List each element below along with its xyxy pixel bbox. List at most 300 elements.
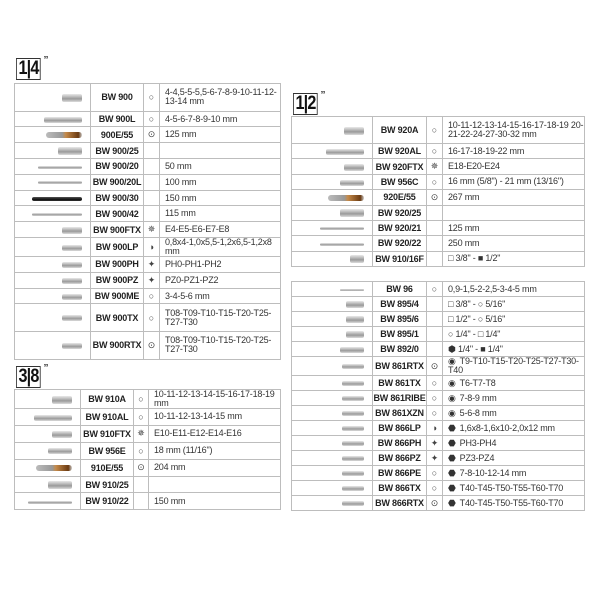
table-row [15, 143, 281, 159]
item-description: □ 3/8" - ■ 1/2" [443, 251, 585, 266]
table-row [15, 304, 281, 332]
bit-icon [342, 396, 364, 401]
drive-symbol-icon [427, 251, 443, 266]
tool-image-cell [292, 143, 373, 158]
item-description: PH0-PH1-PH2 [160, 257, 281, 273]
item-code: BW 910/22 [81, 493, 134, 510]
tool-image-cell [292, 357, 373, 376]
table-row [292, 466, 585, 481]
item-description: ○ 1/4" - □ 1/4" [443, 327, 585, 342]
table-row [15, 190, 281, 206]
item-sizes: T40-T45-T50-T55-T60-T70 [459, 497, 564, 508]
item-description [443, 357, 585, 376]
ratchet-icon [328, 195, 364, 201]
long-socket-icon [326, 149, 364, 155]
inch-mark: ” [43, 363, 49, 374]
drive-symbol-icon: ✦ [144, 257, 160, 273]
bit-socket-icon [62, 315, 82, 321]
item-code: BW 866PH [373, 436, 427, 451]
drive-symbol-icon: ✦ [144, 272, 160, 288]
bit-shank-icon: ◉ [448, 392, 456, 403]
item-code: BW 866PZ [373, 451, 427, 466]
size-label-text: 3|8 [16, 366, 41, 388]
bit-shank-icon: ⬣ [448, 452, 456, 463]
item-description: 100 mm [160, 174, 281, 190]
torx-socket-icon [344, 164, 364, 171]
drive-symbol-icon: ○ [144, 304, 160, 332]
drive-symbol-icon [144, 159, 160, 175]
bit-socket-icon [62, 278, 82, 284]
tool-image-cell [292, 312, 373, 327]
tool-image-cell [15, 288, 91, 304]
universal-joint-icon [48, 481, 72, 489]
item-description: 250 mm [443, 236, 585, 251]
item-description: 4-5-6-7-8-9-10 mm [160, 111, 281, 127]
tool-image-cell [292, 159, 373, 174]
item-description [443, 451, 585, 466]
table-row [15, 459, 281, 476]
tool-image-cell [292, 117, 373, 144]
drive-symbol-icon [427, 220, 443, 235]
bit-holder-icon [340, 347, 364, 353]
item-sizes: PH3-PH4 [459, 437, 497, 448]
tool-image-cell [292, 342, 373, 357]
tool-image-cell [15, 476, 81, 493]
drive-symbol-icon [144, 143, 160, 159]
table-row [15, 390, 281, 409]
drive-symbol-icon: ○ [427, 466, 443, 481]
bit-shank-icon: ◉ [448, 377, 456, 388]
item-description [443, 376, 585, 391]
drive-symbol-icon: ✦ [427, 436, 443, 451]
item-code: BW 900LP [91, 238, 144, 257]
table-row [15, 222, 281, 238]
drive-symbol-icon: ○ [427, 481, 443, 496]
item-description: 0,9-1,5-2-2,5-3-4-5 mm [443, 282, 585, 297]
hex-key-icon [340, 289, 364, 291]
bits-accessories-table [291, 281, 585, 511]
tool-image-cell [292, 391, 373, 406]
item-sizes: 1,6x8-1,6x10-2,0x12 mm [459, 422, 555, 433]
table-row [15, 476, 281, 493]
item-description [160, 143, 281, 159]
table-row [292, 190, 585, 205]
socket-icon [52, 396, 72, 404]
tool-image-cell [292, 376, 373, 391]
bit-icon [342, 364, 364, 369]
drive-symbol-icon [144, 174, 160, 190]
table-row [292, 376, 585, 391]
item-code: BW 920/25 [373, 205, 427, 220]
t-handle-icon [32, 213, 82, 216]
drive-symbol-icon [144, 190, 160, 206]
tool-image-cell [15, 84, 91, 112]
item-code: BW 866PE [373, 466, 427, 481]
item-code: BW 866RTX [373, 496, 427, 511]
item-code: BW 866LP [373, 421, 427, 436]
tool-image-cell [15, 190, 91, 206]
bit-shank-icon: ⬣ [448, 422, 456, 433]
bit-icon [342, 411, 364, 416]
extension-bar-icon [320, 227, 364, 230]
item-code: BW 895/4 [373, 297, 427, 312]
bit-adaptor-icon [346, 331, 364, 338]
table-row [15, 127, 281, 143]
drive-symbol-icon: ○ [427, 174, 443, 189]
item-description [443, 436, 585, 451]
table-row [292, 282, 585, 297]
item-description [443, 406, 585, 421]
item-sizes: PZ3-PZ4 [459, 452, 495, 463]
ratchet-icon [36, 465, 72, 471]
drive-symbol-icon: ○ [427, 282, 443, 297]
torx-socket-icon [52, 431, 72, 438]
extension-bar-icon [320, 243, 364, 246]
tool-image-cell [292, 421, 373, 436]
tool-image-cell [15, 206, 91, 222]
table-row [292, 327, 585, 342]
tool-image-cell [15, 238, 91, 257]
item-code: BW 910FTX [81, 425, 134, 442]
drive-symbol-icon: ⊙ [144, 332, 160, 360]
spark-plug-socket-icon [340, 180, 364, 186]
bit-icon [342, 471, 364, 476]
bit-icon [342, 486, 364, 491]
item-code: BW 96 [373, 282, 427, 297]
quarter-inch-table [14, 83, 281, 360]
tool-image-cell [292, 436, 373, 451]
tool-image-cell [15, 304, 91, 332]
tool-image-cell [292, 251, 373, 266]
socket-icon [62, 94, 82, 102]
item-code: BW 895/1 [373, 327, 427, 342]
table-row [15, 84, 281, 112]
inch-mark: ” [43, 55, 49, 66]
bit-adaptor-icon [346, 301, 364, 308]
drive-symbol-icon [134, 493, 149, 510]
table-row [292, 174, 585, 189]
drive-symbol-icon [427, 312, 443, 327]
item-code: BW 900L [91, 111, 144, 127]
table-row [15, 442, 281, 459]
item-description: 18 mm (11/16") [149, 442, 281, 459]
item-code: BW 900/30 [91, 190, 144, 206]
drive-symbol-icon: ○ [427, 117, 443, 144]
drive-symbol-icon [427, 327, 443, 342]
bit-socket-icon [62, 245, 82, 251]
tool-image-cell [292, 451, 373, 466]
item-code: BW 956C [373, 174, 427, 189]
drive-symbol-icon: ⊙ [427, 357, 443, 376]
tool-image-cell [15, 493, 81, 510]
tool-image-cell [292, 174, 373, 189]
bit-icon [342, 441, 364, 446]
tool-image-cell [15, 409, 81, 426]
table-row [15, 174, 281, 190]
item-description: 150 mm [160, 190, 281, 206]
bit-socket-icon [62, 262, 82, 268]
drive-symbol-icon: ○ [427, 376, 443, 391]
drive-symbol-icon: ◑ [427, 421, 443, 436]
table-row [15, 493, 281, 510]
item-description: E10-E11-E12-E14-E16 [149, 425, 281, 442]
drive-symbol-icon: ◑ [144, 238, 160, 257]
bit-icon [342, 456, 364, 461]
table-row [15, 409, 281, 426]
tool-image-cell [15, 257, 91, 273]
screwdriver-handle-icon [32, 197, 82, 201]
bit-shank-icon: ⬣ [448, 467, 456, 478]
table-row [292, 357, 585, 376]
item-description: 150 mm [149, 493, 281, 510]
table-row [292, 143, 585, 158]
table-row [15, 332, 281, 360]
drive-symbol-icon: ⊙ [427, 496, 443, 511]
drive-symbol-icon: ⊙ [427, 190, 443, 205]
bit-shank-icon: ◉ [448, 356, 456, 366]
tool-image-cell [15, 127, 91, 143]
table-row [15, 288, 281, 304]
item-description: □ 3/8" - ○ 5/16" [443, 297, 585, 312]
bit-icon [342, 426, 364, 431]
drive-symbol-icon: ○ [427, 406, 443, 421]
drive-symbol-icon: ○ [144, 84, 160, 112]
drive-symbol-icon: ○ [427, 391, 443, 406]
item-description: 125 mm [443, 220, 585, 235]
ratchet-icon [46, 132, 82, 138]
item-description [443, 496, 585, 511]
item-description: 115 mm [160, 206, 281, 222]
item-description: 204 mm [149, 459, 281, 476]
adaptor-icon [350, 255, 364, 263]
bit-socket-icon [62, 294, 82, 300]
size-label-text: 1|4 [16, 58, 41, 80]
item-description: 125 mm [160, 127, 281, 143]
tool-image-cell [292, 406, 373, 421]
table-row [292, 159, 585, 174]
drive-symbol-icon: ○ [134, 390, 149, 409]
drive-symbol-icon: ✵ [134, 425, 149, 442]
item-code: 910E/55 [81, 459, 134, 476]
drive-symbol-icon: ○ [144, 111, 160, 127]
table-row [15, 159, 281, 175]
item-code: BW 900FTX [91, 222, 144, 238]
item-description: 16-17-18-19-22 mm [443, 143, 585, 158]
drive-symbol-icon: ✵ [144, 222, 160, 238]
item-description: ⬢ 1/4" - ■ 1/4" [443, 342, 585, 357]
item-description [443, 466, 585, 481]
item-code: BW 861XZN [373, 406, 427, 421]
size-label-half-inch [293, 90, 326, 115]
item-description [443, 205, 585, 220]
table-row [292, 297, 585, 312]
tool-image-cell [292, 327, 373, 342]
drive-symbol-icon: ⊙ [144, 127, 160, 143]
bit-socket-icon [62, 343, 82, 349]
tool-image-cell [292, 220, 373, 235]
drive-symbol-icon [427, 236, 443, 251]
item-code: BW 900/20L [91, 174, 144, 190]
extension-bar-icon [38, 166, 82, 169]
item-description: T08-T09-T10-T15-T20-T25-T27-T30 [160, 304, 281, 332]
table-row [292, 451, 585, 466]
bit-icon [342, 501, 364, 506]
bit-shank-icon: ◉ [448, 407, 456, 418]
tool-image-cell [15, 143, 91, 159]
inch-mark: ” [320, 90, 326, 101]
item-description: 267 mm [443, 190, 585, 205]
item-code: BW 900PH [91, 257, 144, 273]
long-socket-icon [44, 117, 82, 123]
size-label-three-eighths-inch [16, 363, 49, 388]
item-description: 50 mm [160, 159, 281, 175]
item-description: 0,8x4-1,0x5,5-1,2x6,5-1,2x8 mm [160, 238, 281, 257]
table-row [292, 205, 585, 220]
item-description: E18-E20-E24 [443, 159, 585, 174]
item-sizes: T40-T45-T50-T55-T60-T70 [459, 482, 564, 493]
bit-shank-icon: ⬣ [448, 437, 456, 448]
drive-symbol-icon: ⊙ [134, 459, 149, 476]
tool-image-cell [292, 282, 373, 297]
table-row [15, 206, 281, 222]
item-description: 10-11-12-13-14-15 mm [149, 409, 281, 426]
item-code: BW 920FTX [373, 159, 427, 174]
torx-socket-icon [62, 227, 82, 234]
long-socket-icon [34, 415, 72, 421]
table-row [292, 496, 585, 511]
tool-image-cell [15, 459, 81, 476]
item-code: BW 866TX [373, 481, 427, 496]
item-code: BW 900 [91, 84, 144, 112]
item-code: BW 910A [81, 390, 134, 409]
table-row [292, 406, 585, 421]
table-row [15, 111, 281, 127]
table-row [292, 117, 585, 144]
item-code: BW 920/22 [373, 236, 427, 251]
item-description [443, 391, 585, 406]
drive-symbol-icon: ○ [144, 288, 160, 304]
item-code: BW 900/42 [91, 206, 144, 222]
item-description: E4-E5-E6-E7-E8 [160, 222, 281, 238]
table-row [292, 220, 585, 235]
universal-joint-icon [58, 147, 82, 155]
drive-symbol-icon [427, 342, 443, 357]
tool-image-cell [15, 174, 91, 190]
tool-image-cell [292, 481, 373, 496]
item-description: 10-11-12-13-14-15-16-17-18-19 20-21-22-24-27-30-32 mm [443, 117, 585, 144]
item-description [149, 476, 281, 493]
item-code: BW 861RTX [373, 357, 427, 376]
tool-image-cell [15, 332, 91, 360]
table-row [15, 238, 281, 257]
drive-symbol-icon [427, 205, 443, 220]
item-code: BW 861TX [373, 376, 427, 391]
item-code: BW 900RTX [91, 332, 144, 360]
table-row [292, 421, 585, 436]
item-description [443, 421, 585, 436]
tool-image-cell [15, 425, 81, 442]
item-sizes: 7-8-9 mm [459, 392, 497, 403]
drive-symbol-icon [427, 297, 443, 312]
table-row [292, 312, 585, 327]
tool-image-cell [15, 442, 81, 459]
item-description [443, 481, 585, 496]
item-sizes: 7-8-10-12-14 mm [459, 467, 527, 478]
drive-symbol-icon [134, 476, 149, 493]
socket-icon [344, 127, 364, 135]
item-sizes: T9-T10-T15-T20-T25-T27-T30-T40 [448, 356, 579, 375]
drive-symbol-icon: ✵ [427, 159, 443, 174]
table-row [15, 425, 281, 442]
size-label-quarter-inch [16, 55, 49, 80]
item-sizes: T6-T7-T8 [459, 377, 496, 388]
item-code: BW 861RIBE [373, 391, 427, 406]
bit-adaptor-icon [346, 316, 364, 323]
tool-image-cell [292, 236, 373, 251]
item-description: 10-11-12-13-14-15-16-17-18-19 mm [149, 390, 281, 409]
table-row [292, 391, 585, 406]
tool-image-cell [15, 159, 91, 175]
item-code: 920E/55 [373, 190, 427, 205]
item-code: BW 910/16F [373, 251, 427, 266]
item-description: □ 1/2" - ○ 5/16" [443, 312, 585, 327]
size-label-text: 1|2 [293, 93, 318, 115]
table-row [292, 481, 585, 496]
three-eighths-inch-table [14, 389, 281, 510]
table-row [292, 342, 585, 357]
table-row [15, 257, 281, 273]
spark-plug-socket-icon [48, 448, 72, 454]
bit-shank-icon: ⬣ [448, 482, 456, 493]
universal-joint-icon [340, 209, 364, 217]
tool-image-cell [15, 111, 91, 127]
item-code: BW 900/25 [91, 143, 144, 159]
item-description: 16 mm (5/8") - 21 mm (13/16") [443, 174, 585, 189]
table-row [292, 436, 585, 451]
item-code: BW 895/6 [373, 312, 427, 327]
tool-image-cell [292, 466, 373, 481]
item-code: BW 910AL [81, 409, 134, 426]
tool-image-cell [292, 190, 373, 205]
bit-icon [342, 381, 364, 386]
tool-image-cell [15, 222, 91, 238]
extension-bar-icon [28, 501, 72, 504]
table-row [292, 236, 585, 251]
item-code: BW 900PZ [91, 272, 144, 288]
half-inch-table [291, 116, 585, 267]
drive-symbol-icon: ○ [427, 143, 443, 158]
item-code: BW 956E [81, 442, 134, 459]
tool-image-cell [292, 205, 373, 220]
item-description: 3-4-5-6 mm [160, 288, 281, 304]
item-code: BW 900ME [91, 288, 144, 304]
drive-symbol-icon [144, 206, 160, 222]
table-row [292, 251, 585, 266]
item-code: BW 920AL [373, 143, 427, 158]
table-row [15, 272, 281, 288]
drive-symbol-icon: ✦ [427, 451, 443, 466]
tool-image-cell [292, 496, 373, 511]
tool-image-cell [292, 297, 373, 312]
item-code: BW 900TX [91, 304, 144, 332]
bit-shank-icon: ⬣ [448, 497, 456, 508]
item-code: BW 892/0 [373, 342, 427, 357]
item-code: BW 910/25 [81, 476, 134, 493]
drive-symbol-icon: ○ [134, 442, 149, 459]
extension-bar-icon [38, 181, 82, 184]
item-code: BW 920A [373, 117, 427, 144]
item-description: 4-4,5-5-5,5-6-7-8-9-10-11-12-13-14 mm [160, 84, 281, 112]
